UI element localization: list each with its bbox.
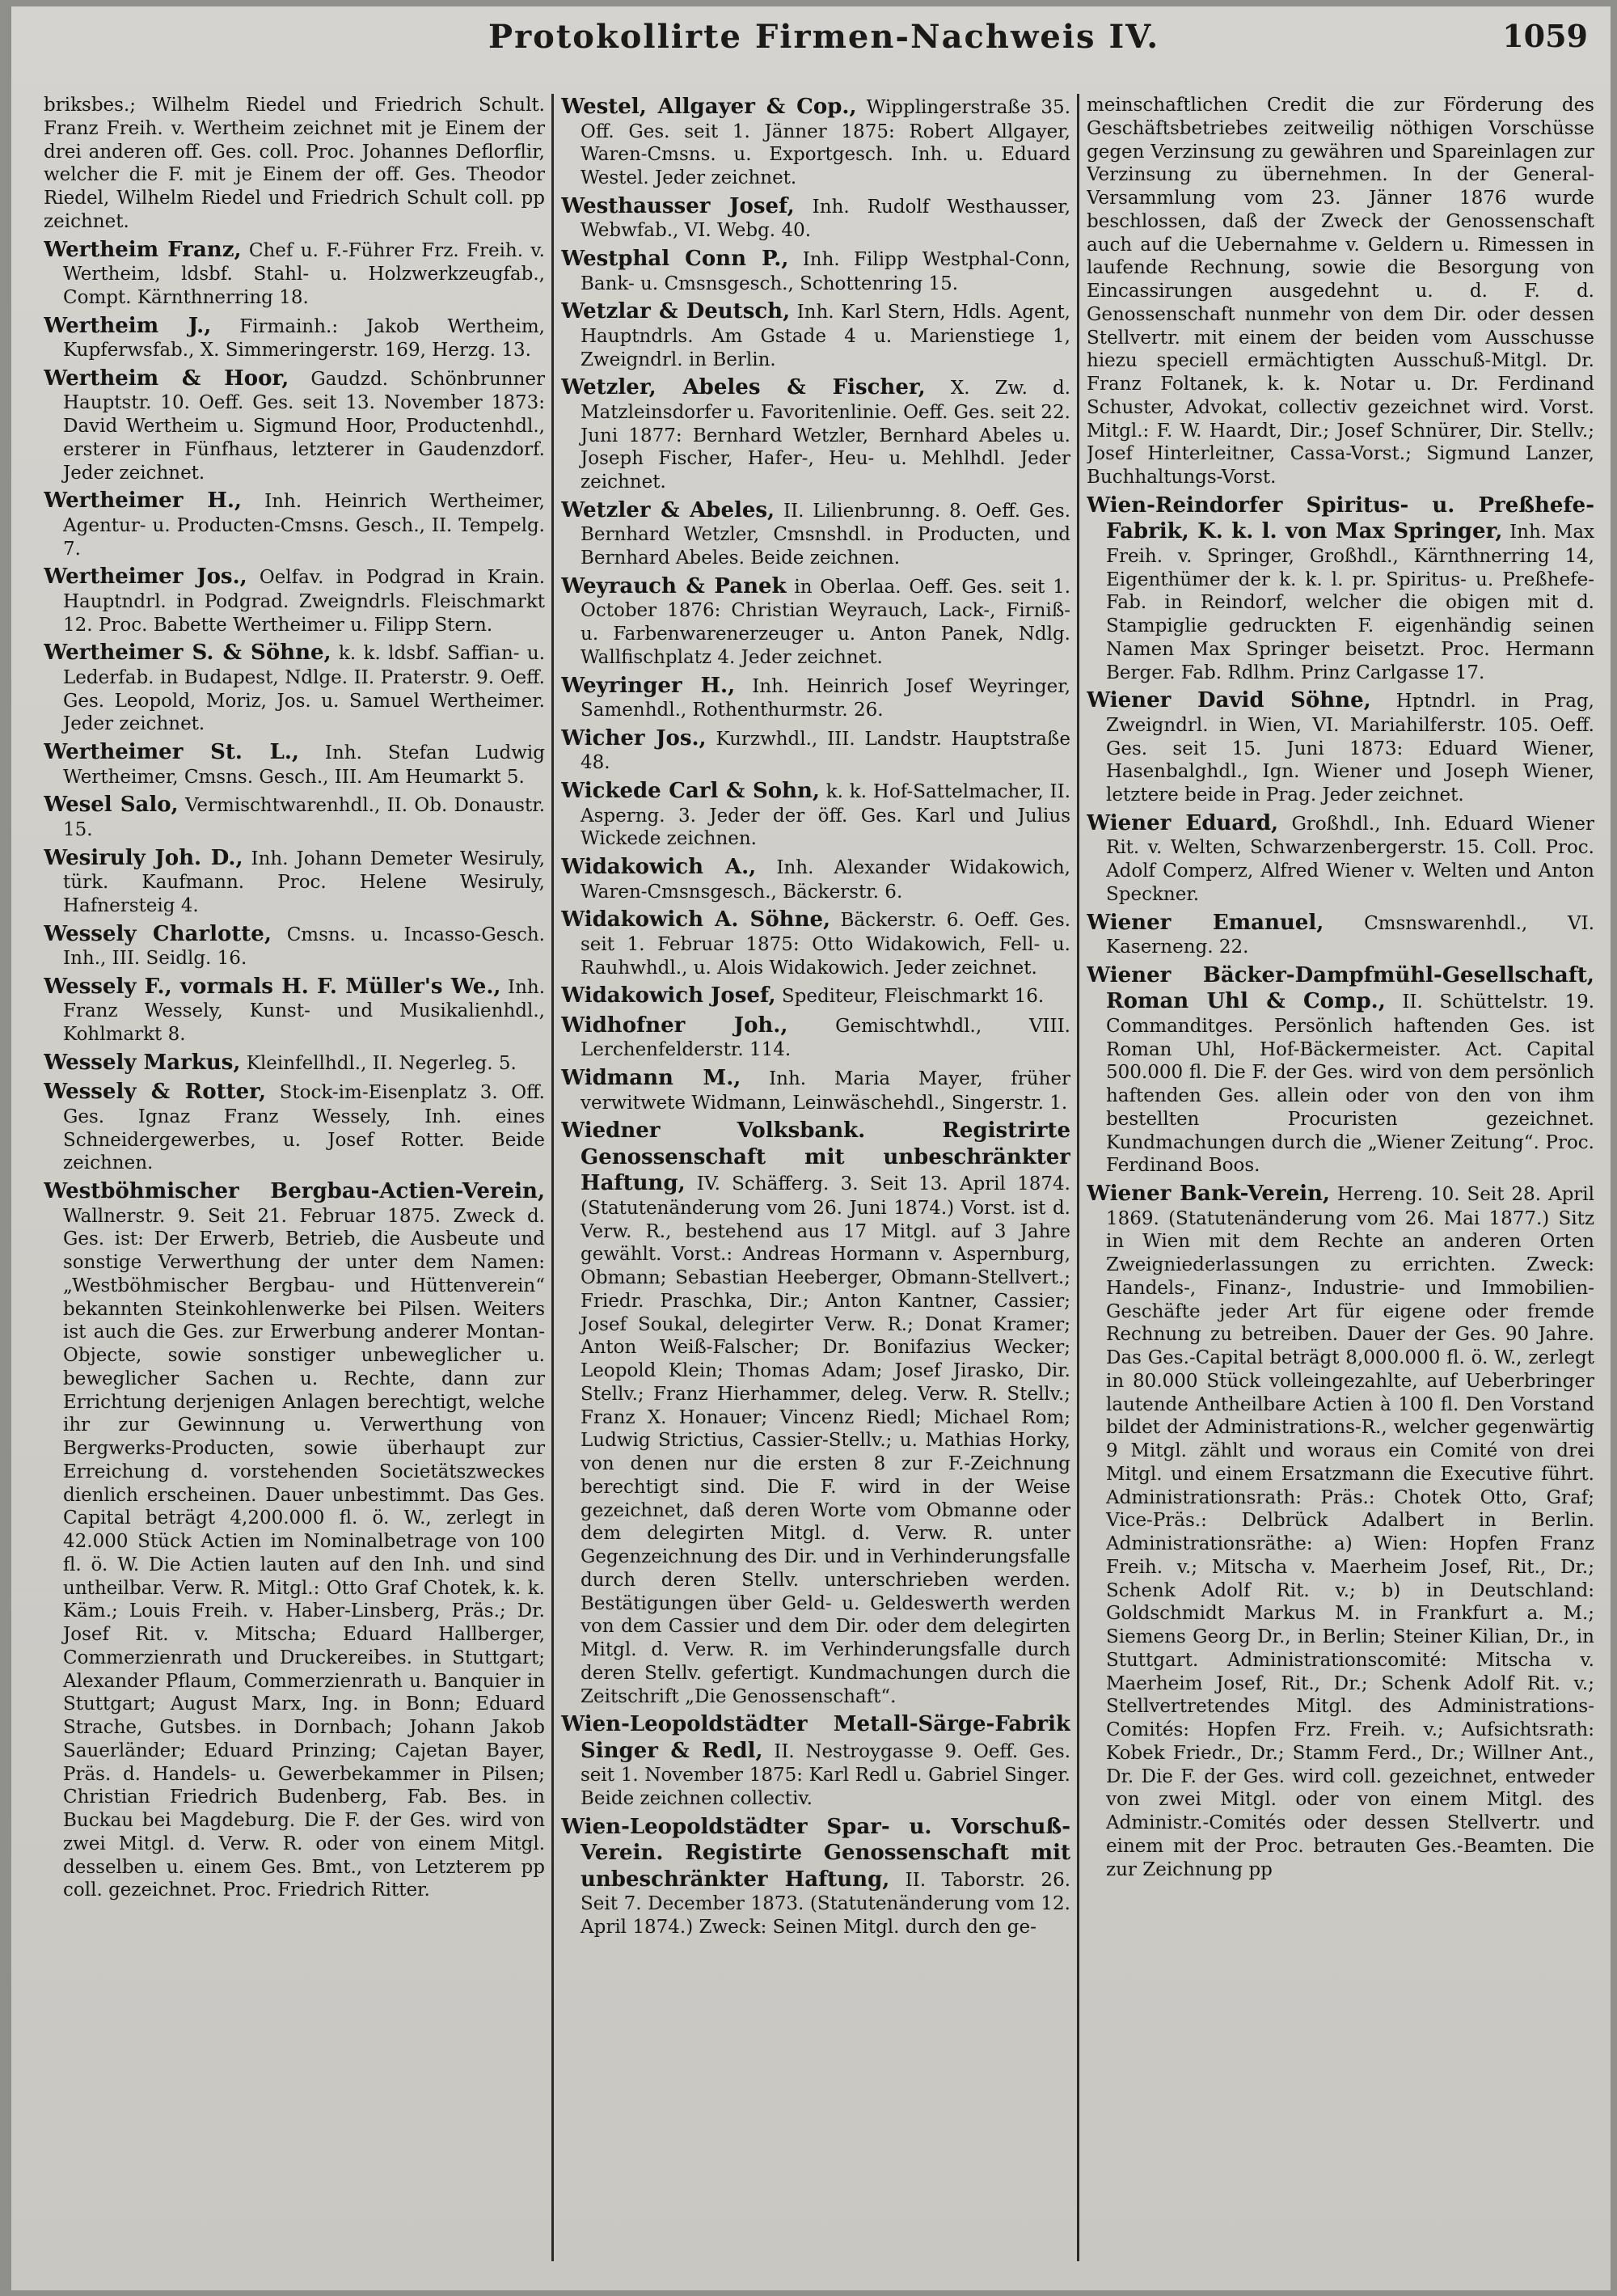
entry-text: Inh. Alexander Widakowich, Waren-Cmsnsgesch., Bäckerstr. 6. (581, 857, 1070, 903)
entry-text: Inh. Heinrich Josef Weyringer, Samenhdl., Rothenthurmstr. 26. (581, 675, 1070, 721)
firm-name: Wiener Emanuel, (1087, 910, 1324, 935)
directory-entry (1087, 962, 1594, 1178)
page-number: 1059 (1502, 18, 1588, 54)
entry-text: Cmsns. u. Incasso-Gesch. Inh., III. Seidlg. 16. (63, 924, 545, 969)
firm-name: Wiener Bäcker-Dampfmühl-Gesellschaft, Roman Uhl & Comp., (1087, 962, 1594, 1014)
firm-name: Wertheim Franz, (44, 237, 242, 262)
directory-entry (561, 1711, 1070, 1811)
directory-entry (561, 1013, 1070, 1062)
entry-text: k. k. Hof-Sattelmacher, II. Asperng. 3. Jeder der öff. Ges. Karl und Julius Wickede zeichnen. (581, 781, 1070, 850)
directory-entry (44, 792, 545, 841)
directory-entry (561, 573, 1070, 670)
firm-name: Widhofner Joh., (561, 1013, 788, 1038)
entry-text: k. k. ldsbf. Saffian- u. Lederfab. in Budapest, Ndlge. II. Praterstr. 9. Oeff. Ges. Leopold, Moriz, Jos. u. Samuel Wertheimer. Jeder zeichnet. (63, 643, 545, 735)
directory-entry (44, 313, 545, 362)
directory-entry (561, 854, 1070, 903)
directory-entry (561, 907, 1070, 979)
firm-name: Wertheim & Hoor, (44, 366, 289, 391)
entry-text: IV. Schäfferg. 3. Seit 13. April 1874. (Statutenänderung vom 26. Juni 1874.) Vorst. ist d. Verw. R., bestehend aus 17 Mitgl. auf 3 Jahre gewählt. Vorst.: Andreas Hormann v. Aspernburg, Obmann; Sebastian Heeberger, Obmann-Stellvert.; Friedr. Praschka, Dir.; Anton Kantner, Cassier; Josef Soukal, delegirter Verw. R.; Donat Kramer; Anton Weiß-Falscher; Dr. Bonifazius Wecker; Leopold Klein; Thomas Adam; Josef Jirasko, Dir. Stellv.; Franz Hierhammer, deleg. Verw. R. Stellv.; Franz X. Honauer; Vincenz Riedl; Michael Rom; Ludwig Strictius, Cassier-Stellv.; u. Mathias Horky, von denen nur die ersten 8 zur F.-Zeichnung berechtigt sind. Die F. wird in der Weise gezeichnet, daß deren Worte vom Obmanne oder dem delegirten Mitgl. d. Verw. R. unter Gegenzeichnung des Dir. und in Verhinderungsfalle durch deren Stellv. unterschrieben werden. Bestätigungen über Geld- u. Geldeswerth werden von dem Cassier und dem Dir. oder dem delegirten Mitgl. d. Verw. R. im Verhinderungsfalle durch deren Stellv. gefertigt. Kundmachungen durch die Zeitschrift „Die Genossenschaft“. (581, 1173, 1070, 1707)
directory-entry (44, 366, 545, 485)
entry-text: Inh. Heinrich Wertheimer, Agentur- u. Producten-Cmsns. Gesch., II. Tempelg. 7. (63, 491, 545, 560)
directory-entry (44, 921, 545, 970)
firm-name: Wessely Markus, (44, 1050, 241, 1075)
firm-name: Wesiruly Joh. D., (44, 845, 243, 870)
entry-text: X. Zw. d. Matzleinsdorfer u. Favoritenlinie. Oeff. Ges. seit 22. Juni 1877: Bernhard Wetzler, Bernhard Abeles u. Joseph Fischer, Hafer-, Heu- u. Mehlhdl. Jeder zeichnet. (581, 378, 1070, 493)
page-header (11, 15, 1611, 60)
entry-text: Inh. Filipp Westphal-Conn, Bank- u. Cmsnsgesch., Schottenring 15. (581, 249, 1070, 294)
directory-entry (44, 640, 545, 736)
entry-text: Großhdl., Inh. Eduard Wiener Rit. v. Welten, Schwarzenbergerstr. 15. Coll. Proc. Adolf Comperz, Alfred Wiener v. Welten und Anton Speckner. (1106, 813, 1594, 905)
firm-name: Wicher Jos., (561, 725, 707, 751)
firm-name: Wiener Bank-Verein, (1087, 1182, 1330, 1206)
directory-entry (44, 1079, 545, 1175)
directory-entry (561, 778, 1070, 851)
firm-name: Wickede Carl & Sohn, (561, 779, 820, 803)
directory-entry (44, 1178, 545, 1902)
entry-text: Inh. Karl Stern, Hdls. Agent, Hauptndrls. Am Gstade 4 u. Marienstiege 1, Zweigndrl. in Berlin. (581, 302, 1070, 370)
firm-name: Wien-Leopoldstädter Spar- u. Vorschuß-Verein. Registirte Genossenschaft mit unbeschränkter Haftung, (561, 1814, 1070, 1892)
directory-entry (1087, 687, 1594, 807)
firm-name: Westhausser Josef, (561, 193, 795, 218)
entry-text: meinschaftlichen Credit die zur Förderung des Geschäftsbetriebes zeitweilig nöthigen Vorschüsse gegen Verzinsung zu gewähren und Spareinlagen zur Verzinsung zu übernehmen. In der General-Versammlung vom 23. Jänner 1876 wurde beschlossen, daß der Zweck der Genossenschaft auch auf die Uebernahme v. Geldern u. Rimessen in laufende Rechnung, sowie die Besorgung von Eincassirungen ausgedehnt u. d. F. d. Genossenschaft nunmehr von dem Dir. oder dessen Stellvertr. mit einem der beiden vom Ausschusse hiezu speciell ermächtigten Ausschuß-Mitgl. Dr. Franz Foltanek, k. k. Notar u. Dr. Ferdinand Schuster, Advokat, collectiv gezeichnet wird. Vorst. Mitgl.: F. W. Haardt, Dir.; Josef Schnürer, Dir. Stellv.; Josef Hinterleitner, Cassa-Vorst.; Sigmund Lanzer, Buchhaltungs-Vorst. (1087, 95, 1594, 488)
entry-text: Hptndrl. in Prag, Zweigndrl. in Wien, VI. Mariahilferstr. 105. Oeff. Ges. seit 15. Juni 1873: Eduard Wiener, Hasenbalghdl., Ign. Wiener und Joseph Wiener, letztere beide in Prag. Jeder zeichnet. (1106, 691, 1594, 806)
entry-text: Inh. Max Freih. v. Springer, Großhdl., Kärnthnerring 14, Eigenthümer der k. k. l. pr. Spiritus- u. Preßhefe-Fab. in Reindorf, welcher die obigen mit d. Stampiglie gedruckten F. eigenhändig seinen Namen Max Springer beisetzt. Proc. Hermann Berger. Fab. Rdlhm. Prinz Carlgasse 17. (1106, 522, 1594, 683)
entry-text: Inh. Maria Mayer, früher verwitwete Widmann, Leinwäschehdl., Singerstr. 1. (581, 1068, 1070, 1114)
directory-entry (561, 298, 1070, 371)
firm-name: Widakowich A., (561, 855, 757, 879)
text-column-right (1087, 94, 1594, 2277)
directory-entry (561, 193, 1070, 243)
entry-text: Herreng. 10. Seit 28. April 1869. (Statutenänderung vom 26. Mai 1877.) Sitz in Wien mit dem Rechte an anderen Orten Zweigniederlassungen zu errichten. Zweck: Handels-, Finanz-, Industrie- und Immobilien-Geschäfte jeder Art für eigene oder fremde Rechnung zu betreiben. Dauer der Ges. 90 Jahre. Das Ges.-Capital beträgt 8,000.000 fl. ö. W., zerlegt in 80.000 Stück volleingezahlte, auf Ueberbringer lautende Antheilbare Actien à 100 fl. Den Vorstand bildet der Administrations-R., welcher gegenwärtig 9 Mitgl. zählt und woraus ein Comité von drei Mitgl. und einem Ersatzmann die Executive führt. Administrationsrath: Präs.: Chotek Otto, Graf; Vice-Präs.: Delbrück Adalbert in Berlin. Administrationsräthe: a) Wien: Hopfen Franz Freih. v.; Mitscha v. Maerheim Josef, Rit., Dr.; Schenk Adolf Rit. v.; b) in Deutschland: Goldschmidt Markus M. in Frankfurt a. M.; Siemens Georg Dr., in Berlin; Steiner Kilian, Dr., in Stuttgart. Administrationscomité: Mitscha v. Maerheim Josef, Rit., Dr.; Schenk Adolf Rit. v.; Stellvertretendes Mitgl. des Administrations-Comités: Hopfen Frz. Freih. v.; Aufsichtsrath: Kobek Friedr., Dr.; Stamm Ferd., Dr.; Willner Ant., Dr. Die F. der Ges. wird coll. gezeichnet, entweder von zwei Mitgl. oder von einem Mitgl. des Administr.-Comités oder dessen Stellvertr. und einem mit der Proc. betrauten Ges.-Beamten. Die zur Zeichnung pp (1106, 1184, 1594, 1880)
entry-text: Inh. Johann Demeter Wesiruly, türk. Kaufmann. Proc. Helene Wesiruly, Hafnersteig 4. (63, 848, 545, 916)
firm-name: Wertheimer S. & Söhne, (44, 641, 331, 666)
directory-entry (561, 1118, 1070, 1708)
directory-entry (1087, 910, 1594, 959)
firm-name: Wertheim J., (44, 313, 212, 338)
entry-text: Kleinfellhdl., II. Negerleg. 5. (246, 1052, 517, 1074)
firm-name: Wesel Salo, (44, 793, 179, 818)
directory-entry (561, 725, 1070, 775)
firm-name: Wiener David Söhne, (1087, 688, 1371, 713)
directory-entry (561, 94, 1070, 190)
directory-entry (561, 673, 1070, 722)
directory-entry (1087, 94, 1594, 489)
entry-text: Vermischtwarenhdl., II. Ob. Donaustr. 15. (63, 795, 545, 840)
entry-text: Inh. Franz Wessely, Kunst- und Musikalienhdl., Kohlmarkt 8. (63, 976, 545, 1045)
directory-entry (561, 246, 1070, 295)
directory-entry (561, 983, 1070, 1009)
firm-name: Wessely & Rotter, (44, 1080, 266, 1105)
directory-entry (561, 374, 1070, 494)
entry-text: II. Schüttelstr. 19. Commanditges. Persönlich haftenden Ges. ist Roman Uhl, Hof-Bäckermeister. Act. Capital 500.000 fl. Die F. der Ges. wird von dem persönlich haftenden Ges. allein oder von den von ihm bestellten Procuristen gezeichnet. Kundmachungen durch die „Wiener Zeitung“. Proc. Ferdinand Boos. (1106, 992, 1594, 1177)
entry-text: Inh. Rudolf Westhausser, Webwfab., VI. Webg. 40. (581, 196, 1070, 242)
entry-text: in Oberlaa. Oeff. Ges. seit 1. October 1876: Christian Weyrauch, Lack-, Firniß- u. Farbenwarenerzeuger u. Anton Panek, Ndlg. Wallfischplatz 4. Jeder zeichnet. (581, 576, 1070, 668)
entry-text: Inh. Stefan Ludwig Wertheimer, Cmsns. Gesch., III. Am Heumarkt 5. (63, 742, 545, 788)
directory-entry (561, 1065, 1070, 1114)
firm-name: Wien-Reindorfer Spiritus- u. Preßhefe-Fabrik, K. k. l. von Max Springer, (1087, 493, 1594, 544)
firm-name: Wetzler, Abeles & Fischer, (561, 375, 926, 400)
firm-name: Westel, Allgayer & Cop., (561, 95, 857, 119)
column-divider (551, 94, 554, 2261)
firm-name: Wien-Leopoldstädter Metall-Särge-Fabrik Singer & Redl, (561, 1712, 1070, 1763)
entry-text: Kurzwhdl., III. Landstr. Hauptstraße 48. (581, 728, 1070, 774)
firm-name: Wiener Eduard, (1087, 810, 1279, 835)
directory-entry (44, 94, 545, 234)
column-divider (1077, 94, 1079, 2261)
firm-name: Wessely F., vormals H. F. Müller's We., (44, 974, 501, 999)
entry-text: II. Lilienbrunng. 8. Oeff. Ges. Bernhard Wetzler, Cmsnshdl. in Producten, und Bernhard Abeles. Beide zeichnen. (581, 500, 1070, 569)
directory-entry (44, 488, 545, 560)
directory-entry (561, 497, 1070, 570)
entry-text: Chef u. F.-Führer Frz. Freih. v. Wertheim, ldsbf. Stahl- u. Holzwerkzeugfab., Compt. Kärnthnerring 18. (63, 239, 545, 308)
directory-entry (44, 1050, 545, 1076)
directory-entry (1087, 810, 1594, 907)
firm-name: Wiedner Volksbank. Registrirte Genossenschaft mit unbeschränkter Haftung, (561, 1118, 1070, 1196)
firm-name: Wessely Charlotte, (44, 921, 272, 946)
directory-entry (1087, 493, 1594, 685)
firm-name: Wertheimer Jos., (44, 564, 247, 590)
firm-name: Wertheimer St. L., (44, 740, 299, 764)
firm-name: Westböhmischer Bergbau-Actien-Verein, (44, 1179, 545, 1203)
entry-text: Wipplingerstraße 35. Off. Ges. seit 1. Jänner 1875: Robert Allgayer, Waren-Cmsns. u. Exportgesch. Inh. u. Eduard Westel. Jeder zeichnet. (581, 97, 1070, 188)
entry-text: Stock-im-Eisenplatz 3. Off. Ges. Ignaz Franz Wessely, Inh. eines Schneidergewerbes, u. Josef Rotter. Beide zeichnen. (63, 1082, 545, 1174)
entry-text: Gaudzd. Schönbrunner Hauptstr. 10. Oeff. Ges. seit 13. November 1873: David Wertheim u. Sigmund Hoor, Productenhdl., ersterer in Fünfhaus, letzterer in Gaudenzdorf. Jeder zeichnet. (63, 368, 545, 484)
text-column-middle (561, 94, 1070, 2277)
directory-page (11, 6, 1611, 2290)
entry-text: II. Taborstr. 26. Seit 7. December 1873. (Statutenänderung vom 12. April 1874.) Zweck: Seinen Mitgl. durch den ge- (581, 1869, 1070, 1938)
firm-name: Widakowich A. Söhne, (561, 907, 831, 932)
entry-text: Firmainh.: Jakob Wertheim, Kupferwsfab., X. Simmeringerstr. 169, Herzg. 13. (63, 315, 545, 361)
firm-name: Widakowich Josef, (561, 983, 776, 1008)
directory-entry (44, 845, 545, 918)
directory-entry (44, 237, 545, 310)
firm-name: Westphal Conn P., (561, 247, 789, 271)
firm-name: Wertheimer H., (44, 488, 242, 514)
firm-name: Wetzler & Abeles, (561, 497, 775, 522)
firm-name: Wetzlar & Deutsch, (561, 299, 791, 324)
entry-text: Oelfav. in Podgrad in Krain. Hauptndrl. in Podgrad. Zweigndrls. Fleischmarkt 12. Proc. Babette Wertheimer u. Filipp Stern. (63, 567, 545, 636)
firm-name: Widmann M., (561, 1066, 741, 1090)
firm-name: Weyringer H., (561, 673, 736, 698)
entry-text: Gemischtwhdl., VIII. Lerchenfelderstr. 114. (581, 1015, 1070, 1061)
directory-entry (44, 739, 545, 789)
directory-entry (44, 974, 545, 1047)
directory-entry (1087, 1181, 1594, 1881)
page-title: Protokollirte Firmen-Nachweis IV. (488, 18, 1160, 56)
firm-name: Weyrauch & Panek (561, 573, 787, 598)
entry-text: Spediteur, Fleischmarkt 16. (781, 986, 1045, 1008)
entry-text: Bäckerstr. 6. Oeff. Ges. seit 1. Februar 1875: Otto Widakowich, Fell- u. Rauhwhdl., u. Alois Widakowich. Jeder zeichnet. (581, 910, 1070, 979)
entry-text: Wallnerstr. 9. Seit 21. Februar 1875. Zweck d. Ges. ist: Der Erwerb, Betrieb, die Ausbeute und sonstige Verwerthung der unter dem Namen: „Westböhmischer Bergbau- und Hüttenverein“ bekannten Steinkohlenwerke bei Pilsen. Weiters ist auch die Ges. zur Erwerbung anderer Montan-Objecte, sowie sonstiger unbeweglicher u. beweglicher Sachen u. Rechte, dann zur Errichtung derjenigen Anlagen berechtigt, welche ihr zur Gewinnung u. Verwerthung von Bergwerks-Producten, sowie überhaupt zur Erreichung d. vorstehenden Societätszweckes dienlich erscheinen. Dauer unbestimmt. Das Ges. Capital beträgt 4,200.000 fl. ö. W., zerlegt in 42.000 Stück Actien im Nominalbetrage von 100 fl. ö. W. Die Actien lauten auf den Inh. und sind untheilbar. Verw. R. Mitgl.: Otto Graf Chotek, k. k. Käm.; Louis Freih. v. Haber-Linsberg, Präs.; Dr. Josef Rit. v. Mitscha; Eduard Hallberger, Commerzienrath und Druckereibes. in Stuttgart; Alexander Pflaum, Commerzienrath u. Banquier in Stuttgart; August Marx, Ing. in Bonn; Eduard Strache, Gutsbes. in Dornbach; Johann Jakob Sauerländer; Eduard Prinzing; Cajetan Bayer, Präs. d. Handels- u. Gewerbekammer in Pilsen; Christian Friedrich Budenberg, Fab. Bes. in Buckau bei Magdeburg. Die F. der Ges. wird von zwei Mitgl. d. Verw. R. oder von einem Mitgl. desselben u. einem Ges. Bmt., von Letzterem pp coll. gezeichnet. Proc. Friedrich Ritter. (63, 1205, 545, 1901)
entry-text: Cmsnswarenhdl., VI. Kaserneng. 22. (1106, 912, 1594, 958)
text-column-left (44, 94, 545, 2277)
directory-entry (44, 564, 545, 636)
directory-entry (561, 1814, 1070, 1939)
entry-text: briksbes.; Wilhelm Riedel und Friedrich Schult. Franz Freih. v. Wertheim zeichnet mit je Einem der drei anderen off. Ges. coll. Proc. Johannes Deflorflir, welcher die F. mit je Einem der off. Ges. Theodor Riedel, Wilhelm Riedel und Friedrich Schult coll. pp zeichnet. (44, 95, 545, 232)
entry-text: II. Nestroygasse 9. Oeff. Ges. seit 1. November 1875: Karl Redl u. Gabriel Singer. Beide zeichnen collectiv. (581, 1740, 1070, 1809)
